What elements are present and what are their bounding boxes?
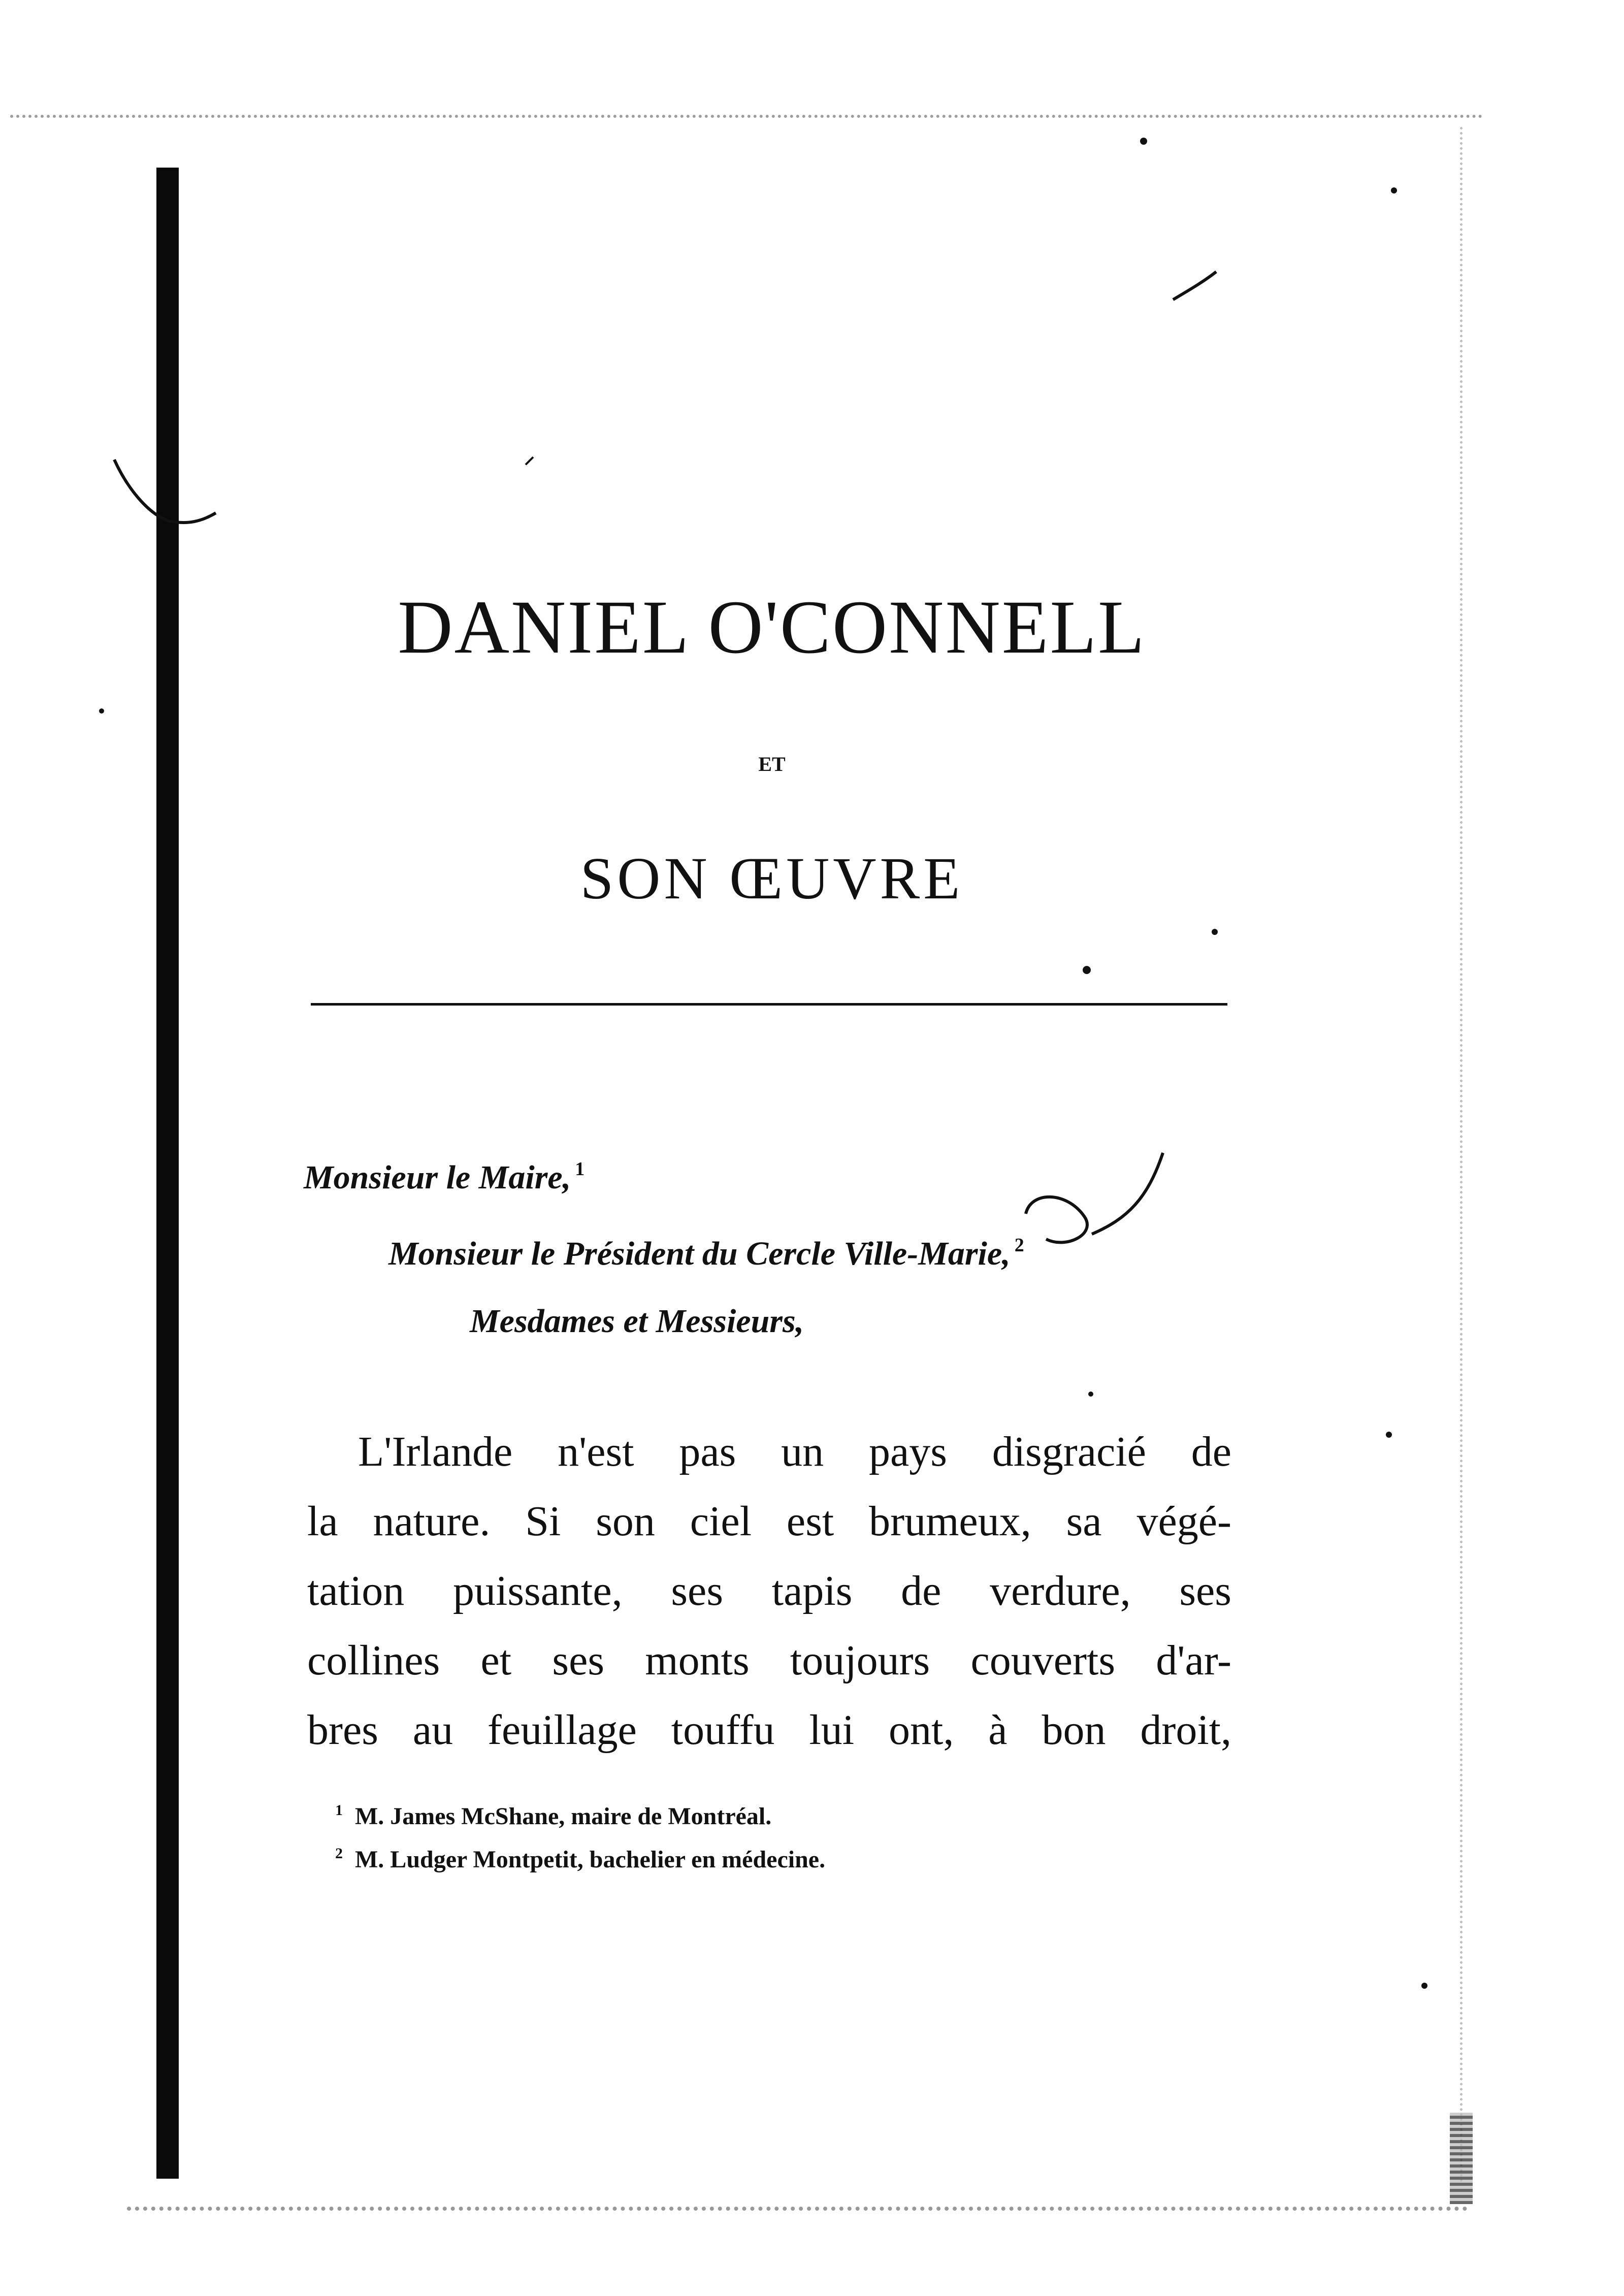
salutation-text: Monsieur le Président du Cercle Ville-Marie, <box>388 1235 1011 1272</box>
salutation-text: Mesdames et Messieurs, <box>470 1303 804 1340</box>
paragraph-line: la nature. Si son ciel est brumeux, sa végé- <box>307 1498 1231 1545</box>
paragraph-line: collines et ses monts toujours couverts d'ar- <box>307 1637 1231 1684</box>
footnote <box>335 1795 771 1832</box>
salutation-audience <box>470 1300 804 1343</box>
footnote-text: M. James McShane, maire de Montréal. <box>355 1803 772 1830</box>
footnote-mark: 1 <box>335 1802 343 1819</box>
speck <box>1421 1983 1427 1989</box>
binding-bar <box>156 168 179 2179</box>
speck <box>1083 966 1091 974</box>
scan-smudge <box>1450 2113 1473 2204</box>
scan-edge-bottom <box>127 2207 1468 2214</box>
footnote-text: M. Ludger Montpetit, bachelier en médecine. <box>355 1846 826 1873</box>
speck <box>1212 929 1218 935</box>
scribble-stroke <box>1026 1153 1163 1242</box>
speck <box>1140 138 1147 145</box>
page-subtitle: SON ŒUVRE <box>580 845 964 912</box>
paragraph-line: bres au feuillage touffu lui ont, à bon droit, <box>307 1706 1231 1754</box>
footnote <box>335 1838 825 1875</box>
title-conjunction: ET <box>758 753 786 775</box>
scan-edge-right <box>1460 127 1466 2184</box>
scan-edge-top <box>10 115 1483 121</box>
body-paragraph <box>307 1417 1231 1765</box>
paragraph-line: L'Irlande n'est pas un pays disgracié de <box>358 1428 1231 1475</box>
page-title: DANIEL O'CONNELL <box>398 585 1146 669</box>
paragraph-line: tation puissante, ses tapis de verdure, ses <box>307 1567 1231 1614</box>
footnote-mark: 2 <box>335 1845 343 1862</box>
tick-stroke <box>1173 272 1216 300</box>
title-rule <box>311 1003 1227 1006</box>
speck <box>99 708 104 714</box>
speck <box>1088 1392 1093 1397</box>
speck <box>1391 187 1397 193</box>
speck <box>1386 1432 1392 1438</box>
footnote-ref: 2 <box>1014 1235 1024 1256</box>
salutation-text: Monsieur le Maire, <box>304 1159 571 1196</box>
salutation-president <box>388 1224 1024 1275</box>
footnote-ref: 1 <box>575 1158 585 1180</box>
salutation-mayor <box>304 1148 584 1199</box>
small-tick <box>526 457 533 465</box>
